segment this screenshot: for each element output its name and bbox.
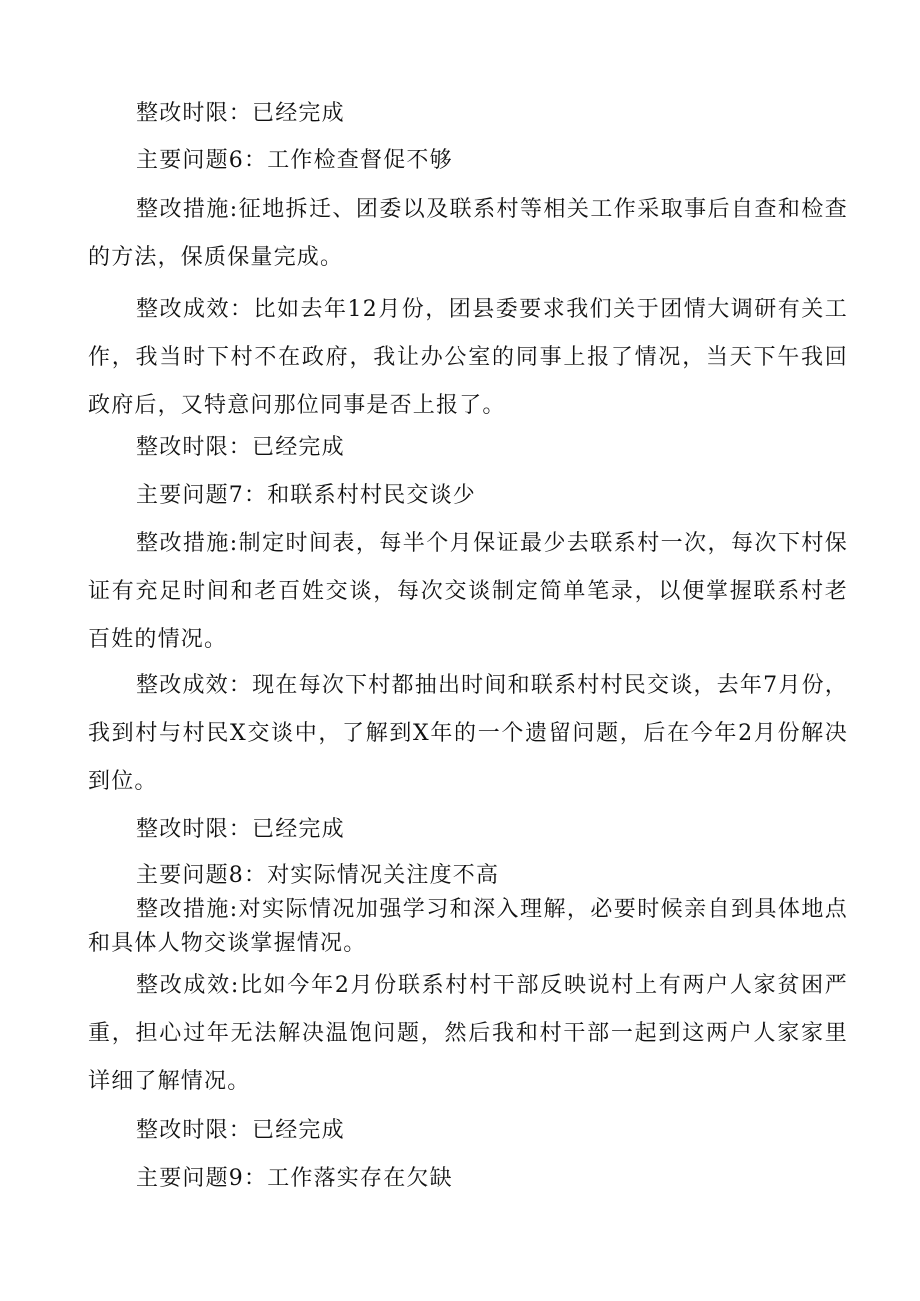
paragraph-deadline-2: 整改时限：已经完成 xyxy=(136,435,345,460)
paragraph-deadline-3: 整改时限：已经完成 xyxy=(136,817,345,842)
paragraph-result-6: 整改成效：比如去年12月份，团县委要求我们关于团情大调研有关工作，我当时下村不在政府，我让办公室的同事上报了情况，当天下午我回政府后，又特意问那位同事是否上报了。 xyxy=(88,297,848,418)
paragraph-deadline-4: 整改时限：已经完成 xyxy=(136,1118,345,1143)
paragraph-problem-7: 主要问题7：和联系村村民交谈少 xyxy=(136,483,476,508)
paragraph-measure-6: 整改措施:征地拆迁、团委以及联系村等相关工作采取事后自查和检查的方法，保质保量完成。 xyxy=(88,197,848,270)
paragraph-result-8: 整改成效:比如今年2月份联系村村干部反映说村上有两户人家贫困严重，担心过年无法解决温饱问题，然后我和村干部一起到这两户人家家里详细了解情况。 xyxy=(88,973,848,1094)
paragraph-problem-9: 主要问题9：工作落实存在欠缺 xyxy=(136,1166,453,1191)
paragraph-measure-8: 整改措施:对实际情况加强学习和深入理解，必要时候亲自到具体地点和具体人物交谈掌握情况。 xyxy=(88,897,848,956)
paragraph-problem-8: 主要问题8：对实际情况关注度不高 xyxy=(136,863,500,888)
paragraph-deadline-1: 整改时限：已经完成 xyxy=(136,101,345,126)
paragraph-problem-6: 主要问题6：工作检查督促不够 xyxy=(136,148,453,173)
paragraph-result-7: 整改成效：现在每次下村都抽出时间和联系村村民交谈，去年7月份，我到村与村民X交谈中，了解到X年的一个遗留问题，后在今年2月份解决到位。 xyxy=(88,673,848,794)
paragraph-measure-7: 整改措施:制定时间表，每半个月保证最少去联系村一次，每次下村保证有充足时间和老百姓交谈，每次交谈制定简单笔录，以便掌握联系村老百姓的情况。 xyxy=(88,531,848,652)
